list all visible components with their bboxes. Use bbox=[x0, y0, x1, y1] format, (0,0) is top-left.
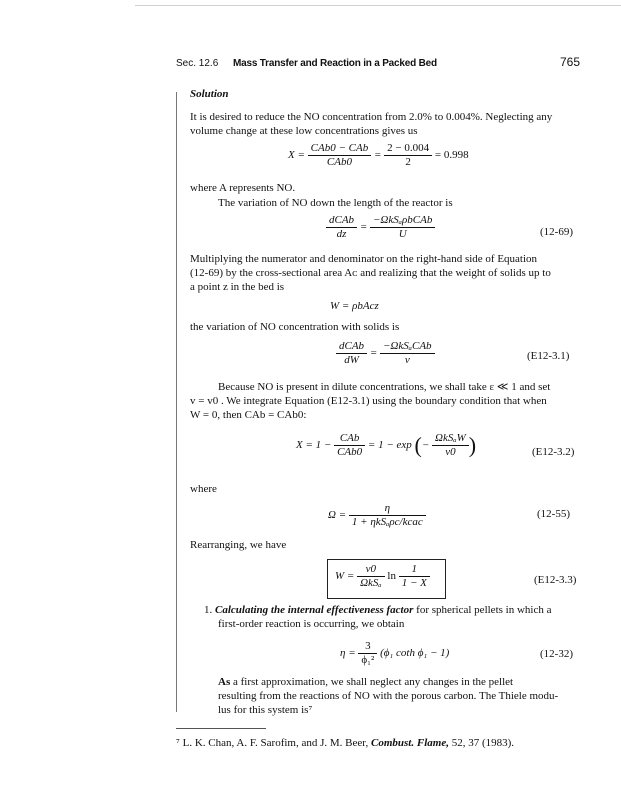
eq-denominator: dW bbox=[344, 354, 359, 366]
equation-number: (E12-3.2) bbox=[532, 446, 575, 458]
eq-denominator: v bbox=[404, 354, 410, 366]
eq-fraction bbox=[357, 563, 385, 590]
eq-lhs: X = 1 − bbox=[296, 439, 332, 452]
example-sidebar-rule bbox=[176, 92, 177, 712]
paragraph-line: W = 0, then CAb = CAb0: bbox=[190, 409, 307, 421]
eq-numerator: −ΩkSₐρbCAb bbox=[370, 214, 435, 228]
eq-denominator: U bbox=[398, 228, 407, 240]
eq-fraction bbox=[334, 432, 365, 459]
equation-number: (E12-3.1) bbox=[527, 350, 570, 362]
footnote bbox=[176, 737, 514, 749]
eq-equals: = bbox=[369, 347, 378, 360]
bold-word: As bbox=[218, 676, 231, 688]
equation-12-69 bbox=[326, 214, 435, 241]
eq-lhs: η = bbox=[340, 647, 356, 660]
eq-lhs: Ω = bbox=[328, 509, 347, 522]
footnote-journal: Combust. Flame, bbox=[371, 737, 449, 749]
list-item-emphasis: Calculating the internal effectiveness factor bbox=[215, 604, 414, 616]
eq-ln: ln bbox=[387, 570, 396, 583]
paragraph-line: where A represents NO. bbox=[190, 182, 296, 194]
eq-denominator: 1 + ηkSₐρc/kcac bbox=[351, 516, 423, 528]
top-rule bbox=[135, 5, 621, 6]
eq-numerator: η bbox=[349, 502, 426, 516]
header-title: Mass Transfer and Reaction in a Packed Bed bbox=[233, 58, 437, 69]
paragraph-line: The variation of NO down the length of the reactor is bbox=[218, 197, 453, 209]
eq-fraction bbox=[380, 340, 435, 367]
eq-numerator: v0 bbox=[357, 563, 385, 577]
eq-numerator: 1 bbox=[399, 563, 430, 577]
eq-fraction bbox=[399, 563, 430, 590]
paragraph-line: resulting from the reactions of NO with the porous carbon. The Thiele modu- bbox=[218, 690, 559, 702]
eq-denominator: dz bbox=[336, 228, 347, 240]
eq-denominator: CAb0 bbox=[326, 156, 352, 168]
footnote-citation: 52, 37 (1983). bbox=[448, 737, 515, 749]
footnote-authors: L. K. Chan, A. F. Sarofim, and J. M. Beer, bbox=[179, 737, 372, 749]
paragraph-line: the variation of NO concentration with solids is bbox=[190, 321, 400, 333]
eq-fraction bbox=[349, 502, 426, 529]
eq-lhs: W = bbox=[335, 570, 355, 583]
eq-result: = 0.998 bbox=[434, 149, 469, 162]
equation-e12-3-3 bbox=[335, 563, 430, 590]
eq-denominator: 1 − X bbox=[401, 577, 427, 589]
paragraph-line: first-order reaction is occurring, we obtain bbox=[218, 618, 405, 630]
eq-denominator: v0 bbox=[445, 446, 456, 458]
eq-equals: = bbox=[373, 149, 382, 162]
equation-number: (12-32) bbox=[540, 648, 573, 660]
eq-fraction bbox=[384, 142, 432, 169]
paragraph-line: lus for this system is⁷ bbox=[218, 704, 313, 716]
eq-numerator: dCAb bbox=[336, 340, 367, 354]
eq-fraction bbox=[336, 340, 367, 367]
eq-numerator: CAb0 − CAb bbox=[308, 142, 372, 156]
paragraph-line: Multiplying the numerator and denominator on the right-hand side of Equation bbox=[190, 253, 538, 265]
list-item-text: for spherical pellets in which a bbox=[413, 604, 552, 616]
eq-numerator: dCAb bbox=[326, 214, 357, 228]
equation-weight: W = ρbAcz bbox=[330, 300, 379, 312]
page-number: 765 bbox=[560, 55, 581, 69]
open-paren: ( bbox=[414, 432, 422, 458]
eq-denominator: CAb0 bbox=[337, 446, 363, 458]
paragraph-line: v = v0 . We integrate Equation (E12-3.1) using the boundary condition that when bbox=[190, 395, 547, 407]
eq-equals: = bbox=[359, 221, 368, 234]
equation-12-55 bbox=[328, 502, 426, 529]
paragraph-line: where bbox=[190, 483, 217, 495]
header-section: Sec. 12.6 bbox=[176, 58, 219, 69]
list-item-1 bbox=[204, 603, 551, 618]
close-paren: ) bbox=[468, 432, 477, 458]
eq-fraction bbox=[370, 214, 435, 241]
paragraph-line bbox=[218, 675, 513, 690]
equation-e12-3-2: X = 1 − $\frac{\text{CAb}}{\text{CAb0}}$ = 1 − exp (− $\frac{\text{ΩkSₐW}}{v0}$ ) bbox=[296, 432, 477, 458]
eq-numerator: 3 bbox=[358, 640, 377, 654]
paragraph-line: a point z in the bed is bbox=[190, 281, 285, 293]
eq-denominator: ϕ₁² bbox=[361, 654, 375, 666]
equation-number: (12-55) bbox=[537, 508, 570, 520]
paragraph-line: Because NO is present in dilute concentrations, we shall take ε ≪ 1 and set bbox=[218, 381, 551, 393]
equation-e12-3-1 bbox=[336, 340, 435, 367]
eq-fraction bbox=[308, 142, 372, 169]
eq-numerator: CAb bbox=[334, 432, 365, 446]
eq-fraction bbox=[432, 432, 469, 459]
paragraph-line: volume change at these low concentrations gives us bbox=[190, 125, 418, 137]
list-item-marker: 1. bbox=[204, 604, 213, 616]
footnote-rule bbox=[176, 728, 266, 729]
equation-conversion bbox=[288, 142, 469, 169]
eq-numerator: −ΩkSₐCAb bbox=[380, 340, 435, 354]
paragraph-line: Rearranging, we have bbox=[190, 539, 287, 551]
eq-rhs: (ϕ₁ coth ϕ₁ − 1) bbox=[380, 647, 450, 660]
paragraph-text: a first approximation, we shall neglect any changes in the pellet bbox=[230, 676, 514, 688]
eq-numerator: 2 − 0.004 bbox=[384, 142, 432, 156]
equation-number: (E12-3.3) bbox=[534, 574, 577, 586]
paragraph-line: It is desired to reduce the NO concentration from 2.0% to 0.004%. Neglecting any bbox=[190, 111, 553, 123]
solution-heading: Solution bbox=[190, 88, 229, 100]
equation-number: (12-69) bbox=[540, 226, 573, 238]
equation-12-32 bbox=[340, 640, 449, 667]
eq-exp: = 1 − exp bbox=[367, 439, 412, 452]
eq-numerator: ΩkSₐW bbox=[432, 432, 469, 446]
eq-fraction bbox=[326, 214, 357, 241]
paragraph-line: (12-69) by the cross-sectional area Aᴄ and realizing that the weight of solids up to bbox=[190, 267, 551, 279]
eq-fraction bbox=[358, 640, 377, 667]
eq-denominator: 2 bbox=[405, 156, 411, 168]
eq-denominator: ΩkSₐ bbox=[360, 577, 382, 589]
footnote-mark: ⁷ bbox=[176, 737, 180, 749]
eq-lhs: X = bbox=[288, 149, 305, 162]
